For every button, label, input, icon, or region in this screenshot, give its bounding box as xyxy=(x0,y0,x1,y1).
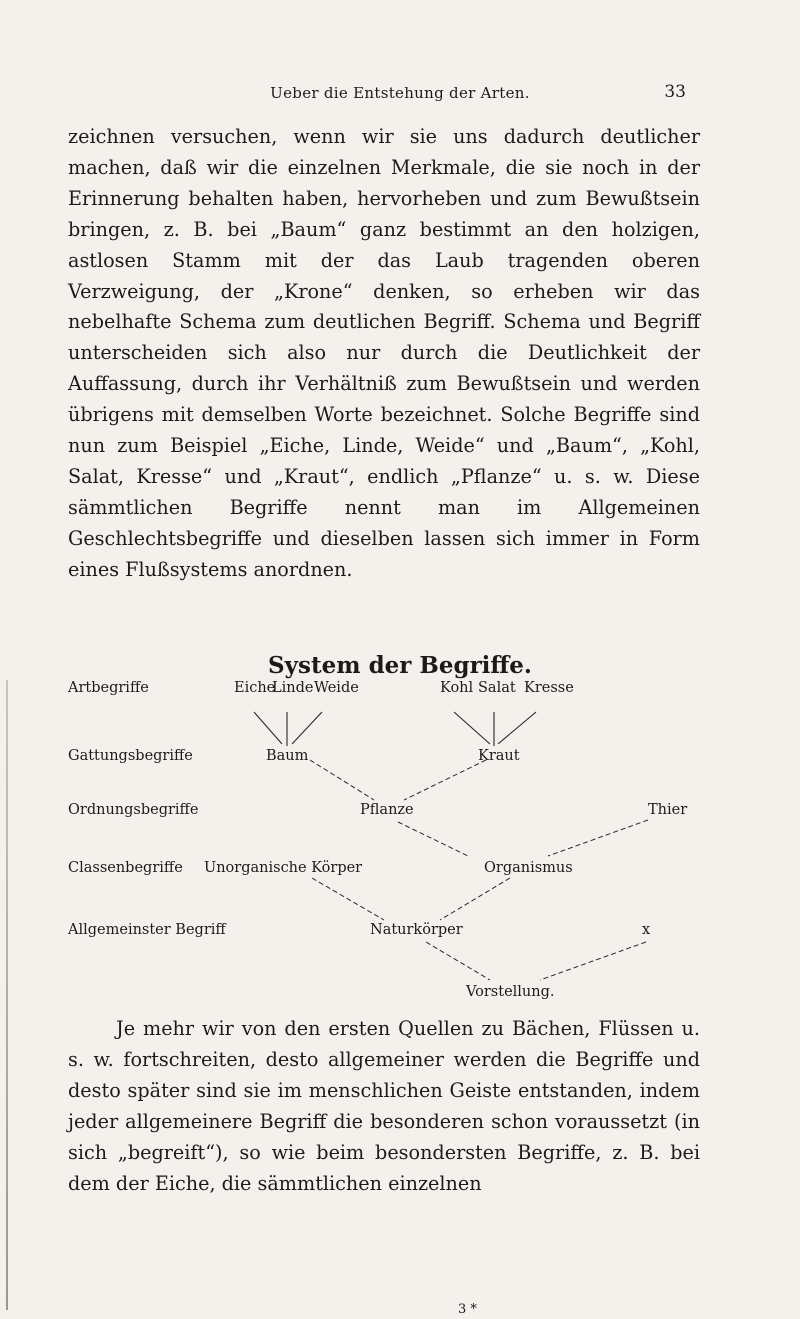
node-weide: Weide xyxy=(314,680,359,696)
node-baum: Baum xyxy=(266,748,309,764)
signature-mark: 3 * xyxy=(458,1302,477,1317)
paragraph-1: zeichnen versuchen, wenn wir sie uns dadurch deutlicher machen, daß wir die einzelnen Merkmale, die sie noch in der Erinnerung behalten haben, hervorheben und zum Bewußtsein bringen, z. B. bei „Baum“ ganz bestimmt an den holzigen, astlosen Stamm mit der das Laub tragenden oberen Verzweigung, der „Krone“ denken, so erheben wir das nebelhafte Schema zum deutlichen Begriff. Schema und Begriff unterscheiden sich also nur durch die Deutlichkeit der Auffassung, durch ihr Verhältniß zum Bewußtsein und werden übrigens mit demselben Worte bezeichnet. Solche Begriffe sind nun zum Beispiel „Eiche, Linde, Weide“ und „Baum“, „Kohl, Salat, Kresse“ und „Kraut“, endlich „Pflanze“ u. s. w. Diese sämmtlichen Begriffe nennt man im Allgemeinen Geschlechtsbegriffe und dieselben lassen sich immer in Form eines Flußsystems anordnen. xyxy=(68,125,700,581)
node-organismus: Organismus xyxy=(484,860,573,876)
connector-weide-baum xyxy=(292,712,322,744)
diagram-title: System der Begriffe. xyxy=(268,652,532,679)
node-vorstellung: Vorstellung. xyxy=(466,984,555,1000)
node-linde: Linde xyxy=(272,680,314,696)
connector-unorganisch-naturkoerper xyxy=(312,878,384,920)
node-unorganisch: Unorganische Körper xyxy=(204,860,363,876)
connector-kraut-pflanze xyxy=(404,760,486,800)
page-number: 33 xyxy=(664,82,686,102)
paragraph-2: Je mehr wir von den ersten Quellen zu Bächen, Flüssen u. s. w. fortschreiten, desto allgemeiner werden die Begriffe und desto später sind sie im menschlichen Geiste entstanden, indem jeder allgemeinere Begriff die besonderen schon voraussetzt (in sich „begreift“), so wie beim besondersten Begriffe, z. B. bei dem der Eiche, die sämmtlichen einzelnen xyxy=(68,1017,700,1195)
connector-kohl-kraut xyxy=(454,712,490,744)
connector-baum-pflanze xyxy=(310,760,374,800)
level-label-allgemein: Allgemeinster Begriff xyxy=(68,922,226,938)
connector-eiche-baum xyxy=(254,712,282,744)
connector-pflanze-organismus xyxy=(398,822,468,856)
level-label-art: Artbegriffe xyxy=(68,680,149,696)
node-kraut: Kraut xyxy=(478,748,520,764)
connector-thier-organismus xyxy=(548,820,648,856)
node-salat: Salat xyxy=(478,680,516,696)
level-label-classe: Classenbegriffe xyxy=(68,860,183,876)
level-label-ordnung: Ordnungsbegriffe xyxy=(68,802,199,818)
node-naturkoerper: Naturkörper xyxy=(370,922,463,938)
connector-x-vorstellung xyxy=(540,942,646,980)
running-title: Ueber die Entstehung der Arten. xyxy=(270,84,530,102)
node-eiche: Eiche xyxy=(234,680,276,696)
node-thier: Thier xyxy=(648,802,688,818)
node-kresse: Kresse xyxy=(524,680,574,696)
connector-kresse-kraut xyxy=(498,712,536,744)
level-label-gattung: Gattungsbegriffe xyxy=(68,748,193,764)
connector-organismus-naturkoerper xyxy=(440,878,510,920)
connector-naturkoerper-vorstellung xyxy=(426,942,490,980)
node-kohl: Kohl xyxy=(440,680,474,696)
node-x: x xyxy=(642,922,651,938)
node-pflanze: Pflanze xyxy=(360,802,414,818)
